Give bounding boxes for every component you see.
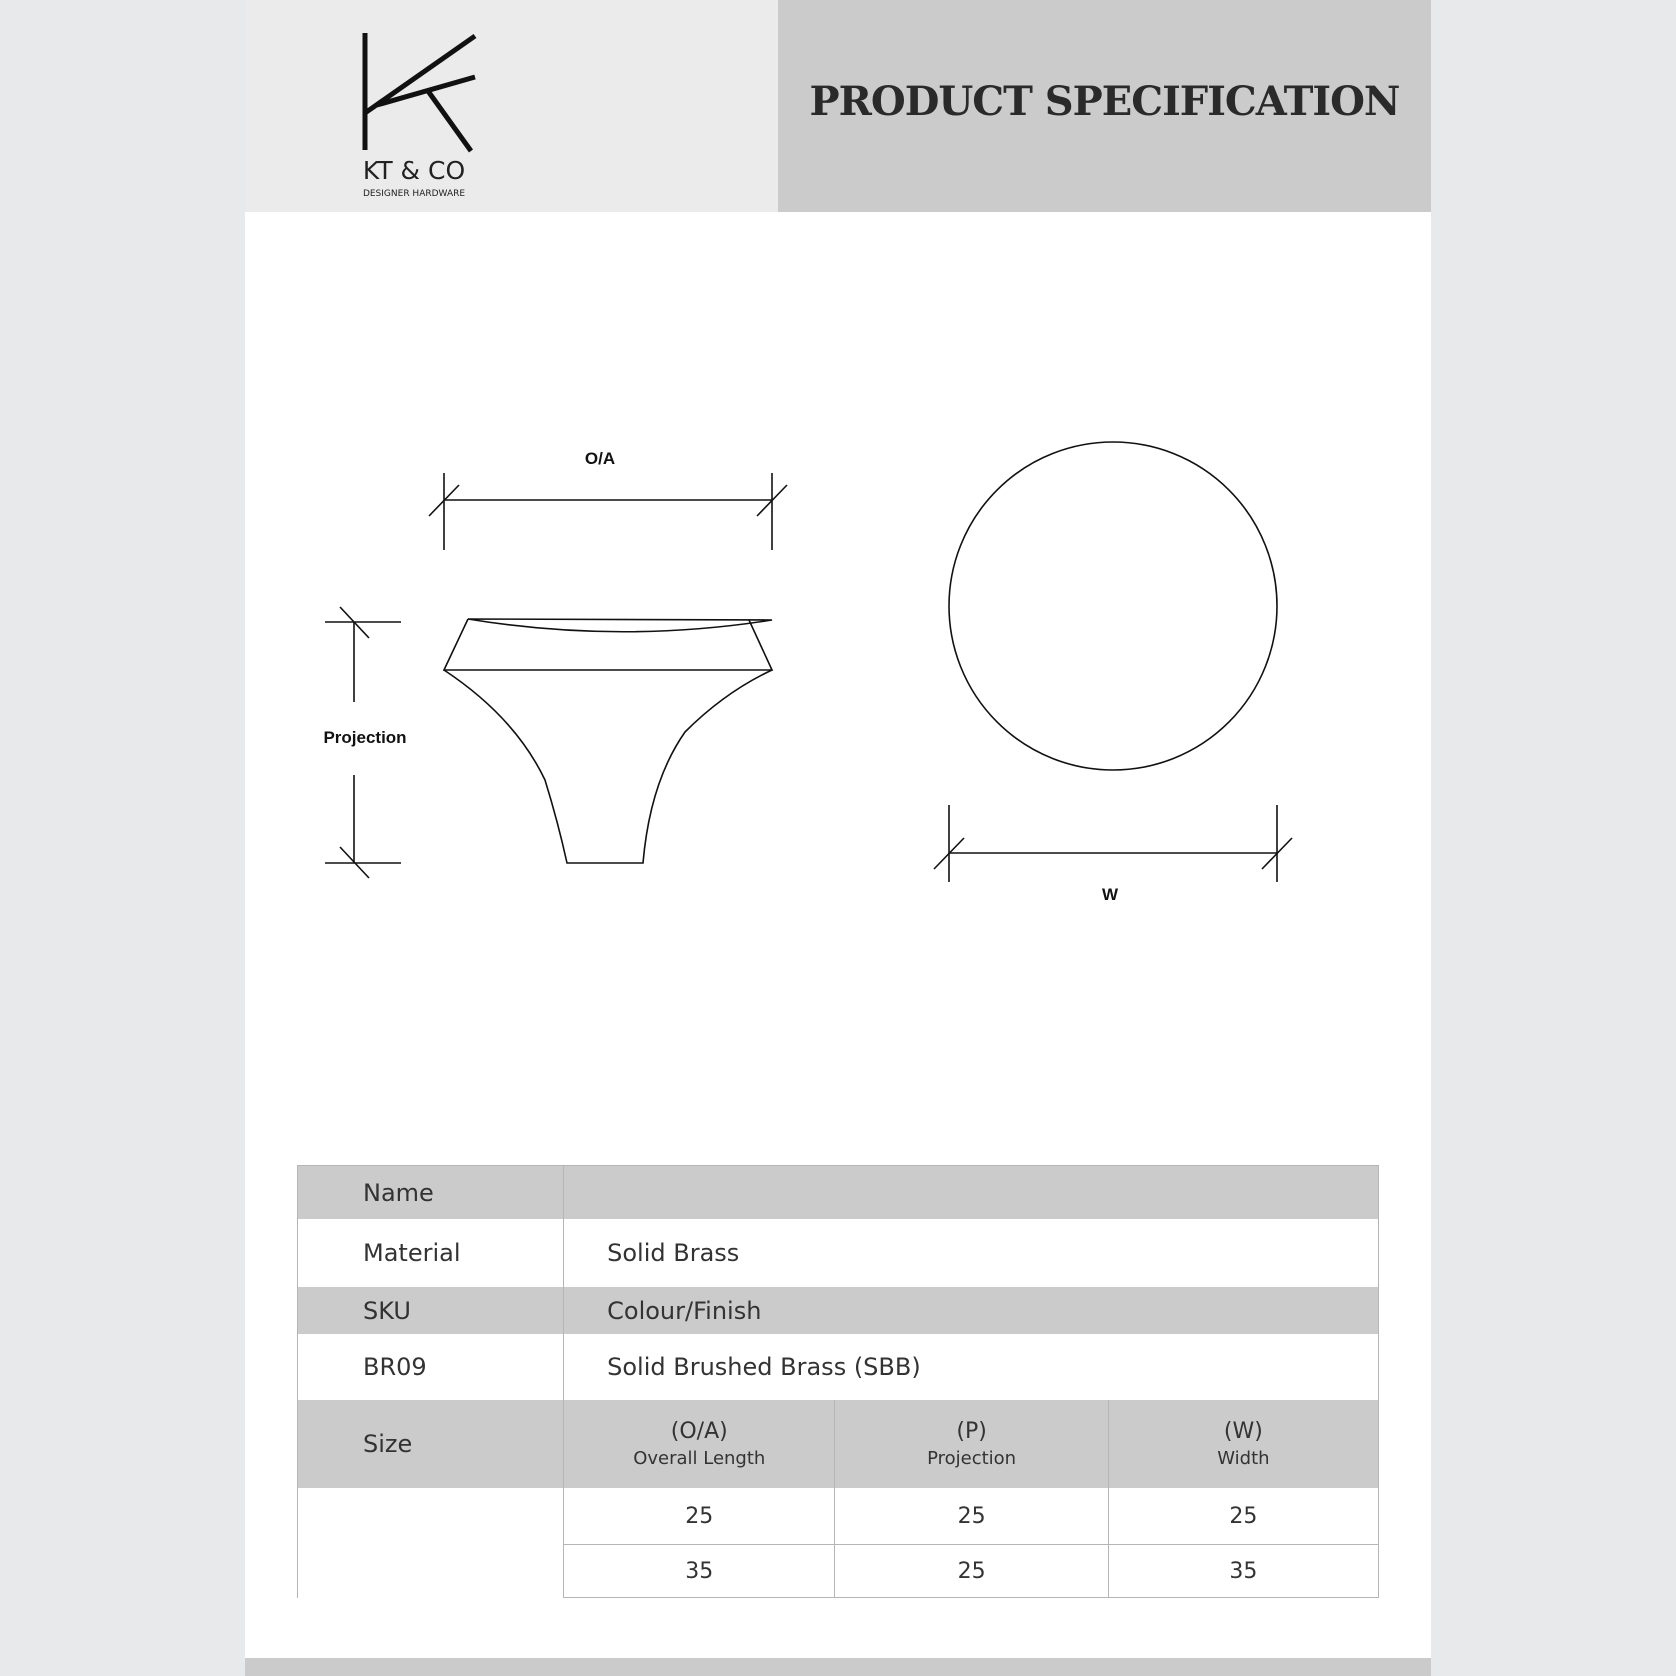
finish-value: Solid Brushed Brass (SBB) [564,1334,1379,1400]
spec-table [297,1165,1379,1598]
name-label: Name [298,1166,564,1220]
brand-name: KT & CO [362,156,466,185]
column-code: (O/A) [670,1419,728,1444]
projection-label: Projection [323,728,407,747]
column-desc: Projection [927,1448,1017,1469]
column-desc: Overall Length [633,1448,766,1469]
knob-front-view [949,442,1277,770]
size-row-spacer [298,1488,564,1598]
name-value [564,1166,1379,1220]
sku-value-row [298,1334,1379,1400]
sku-label: SKU [298,1287,564,1334]
size-row [298,1488,1379,1545]
spec-sheet [245,0,1431,1676]
finish-label: Colour/Finish [564,1287,1379,1334]
size-column-p [835,1400,1108,1488]
material-value: Solid Brass [564,1219,1379,1287]
size-column-oa [564,1400,835,1488]
column-code: (P) [956,1419,987,1444]
oa-label: O/A [584,449,616,468]
logo-panel [245,0,778,212]
knob-side-profile [468,619,772,632]
size-value: 25 [835,1545,1108,1598]
title-panel [778,0,1431,212]
size-value: 35 [1108,1545,1378,1598]
size-column-w [1108,1400,1378,1488]
size-value: 25 [835,1488,1108,1545]
size-value: 25 [564,1488,835,1545]
size-label: Size [298,1400,564,1488]
column-desc: Width [1217,1448,1270,1469]
kt-logo-mark [245,0,778,212]
material-label: Material [298,1219,564,1287]
technical-drawing [245,212,1431,972]
brand-tagline: DESIGNER HARDWARE [362,189,466,199]
sku-value: BR09 [298,1334,564,1400]
sku-row [298,1287,1379,1334]
material-row [298,1219,1379,1287]
footer-band [245,1658,1431,1676]
w-label: W [1101,885,1119,904]
column-code: (W) [1223,1419,1263,1444]
size-value: 25 [1108,1488,1378,1545]
page-title: PRODUCT SPECIFICATION [809,78,1400,125]
size-header-row [298,1400,1379,1488]
name-row [298,1166,1379,1220]
size-value: 35 [564,1545,835,1598]
